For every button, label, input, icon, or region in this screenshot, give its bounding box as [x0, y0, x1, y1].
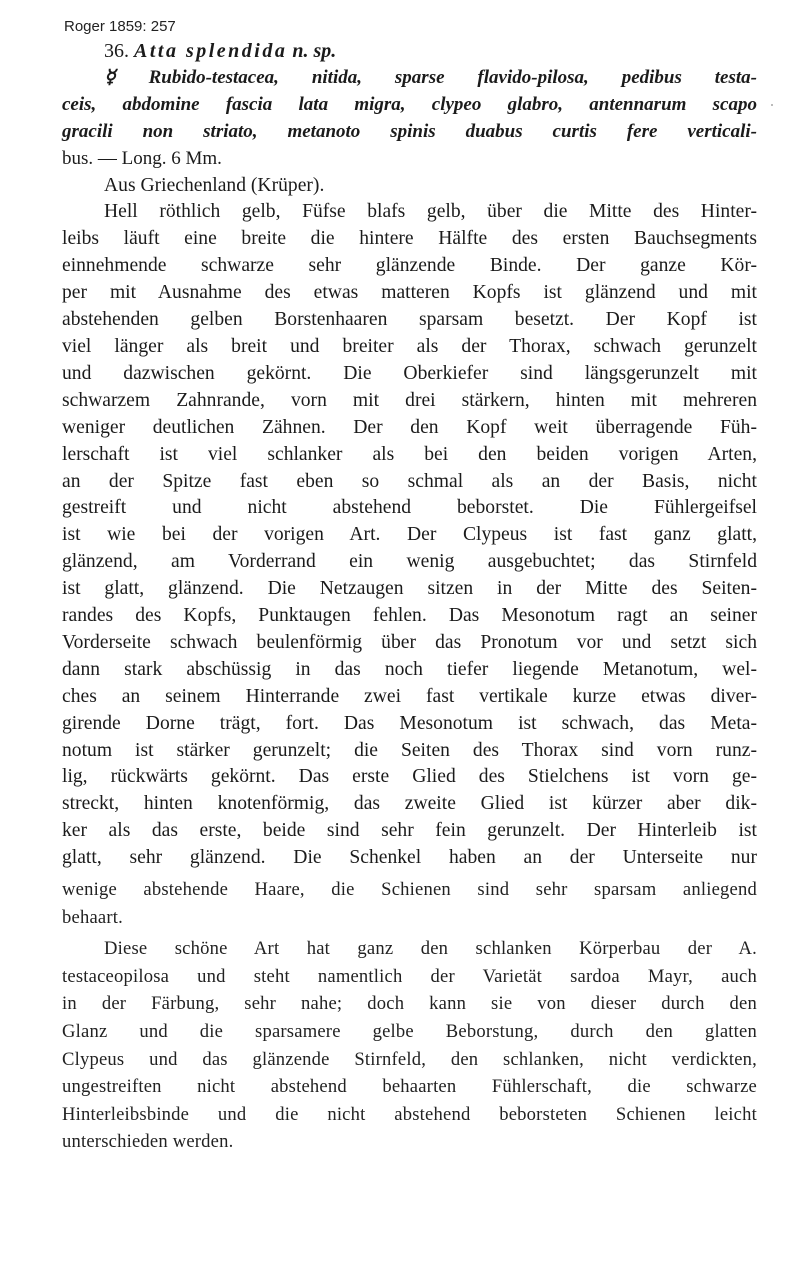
description-paragraph — [62, 199, 757, 872]
comparison-line: testaceopilosa und steht namentlich der Varietät sardoa Mayr, auch — [62, 965, 757, 987]
description-tail — [62, 876, 757, 931]
description-line: Hell röthlich gelb, Füfse blafs gelb, über die Mitte des Hinter- — [104, 201, 757, 223]
comparison-line: Clypeus und das glänzende Stirnfeld, den schlanken, nicht verdickten, — [62, 1048, 757, 1070]
comparison-line: ungestreiften nicht abstehend behaarten Fühlerschaft, die schwarze — [62, 1076, 757, 1098]
description-line: und dazwischen gekörnt. Die Oberkiefer sind längsgerunzelt mit — [62, 362, 757, 384]
description-line: glänzend, am Vorderrand ein wenig ausgebuchtet; das Stirnfeld — [62, 551, 757, 573]
description-line: per mit Ausnahme des etwas matteren Kopfs ist glänzend und mit — [62, 282, 757, 304]
latin-diagnosis — [62, 65, 757, 173]
description-line: notum ist stärker gerunzelt; die Seiten des Thorax sind vorn runz- — [62, 739, 757, 761]
description-line: an der Spitze fast eben so schmal als an der Basis, nicht — [62, 470, 757, 492]
description-line: weniger deutlichen Zähnen. Der den Kopf weit überragende Füh- — [62, 416, 757, 438]
diagnosis-line: ☿ Rubido-testacea, nitida, sparse flavido-pilosa, pedibus testa- — [104, 66, 757, 88]
comparison-line: unterschieden werden. — [62, 1131, 234, 1153]
description-line: lig, rückwärts gekörnt. Das erste Glied des Stielchens ist vorn ge- — [62, 766, 757, 788]
species-number: 36. — [104, 40, 129, 62]
description-line: behaart. — [62, 906, 123, 928]
description-line: girende Dorne trägt, fort. Das Mesonotum ist schwach, das Meta- — [62, 712, 757, 734]
source-citation: Roger 1859: 257 — [64, 18, 176, 35]
description-line: Vorderseite schwach beulenförmig über das Pronotum vor und setzt sich — [62, 631, 757, 653]
description-line: leibs läuft eine breite die hintere Hälfte des ersten Bauchsegments — [62, 228, 757, 250]
description-line: einnehmende schwarze sehr glänzende Binde. Der ganze Kör- — [62, 255, 757, 277]
diagnosis-line: ceis, abdomine fascia lata migra, clypeo glabro, antennarum scapo — [62, 93, 757, 115]
comparison-line: Hinterleibsbinde und die nicht abstehend beborsteten Schienen leicht — [62, 1103, 757, 1125]
description-line: abstehenden gelben Borstenhaaren sparsam besetzt. Der Kopf ist — [62, 309, 757, 331]
description-line: ker als das erste, beide sind sehr fein gerunzelt. Der Hinterleib ist — [62, 820, 757, 842]
diagnosis-line: gracili non striato, metanoto spinis duabus curtis fere verticali- — [62, 120, 757, 142]
description-line: ist glatt, glänzend. Die Netzaugen sitzen in der Mitte des Seiten- — [62, 578, 757, 600]
scan-speck — [771, 104, 773, 106]
description-line: lerschaft ist viel schlanker als bei den beiden vorigen Arten, — [62, 443, 757, 465]
diagnosis-line: bus. — Long. 6 Mm. — [62, 147, 222, 169]
species-article — [62, 38, 757, 1156]
description-line: glatt, sehr glänzend. Die Schenkel haben an der Unterseite nur — [62, 847, 757, 869]
description-line: schwarzem Zahnrande, vorn mit drei stärkern, hinten mit mehreren — [62, 389, 757, 411]
locality-line: Aus Griechenland (Krüper). — [104, 174, 325, 196]
description-line: ches an seinem Hinterrande zwei fast vertikale kurze etwas diver- — [62, 685, 757, 707]
comparison-line: Glanz und die sparsamere gelbe Beborstung, durch den glatten — [62, 1021, 757, 1043]
description-line: streckt, hinten knotenförmig, das zweite Glied ist kürzer aber dik- — [62, 793, 757, 815]
description-line: dann stark abschüssig in das noch tiefer liegende Metanotum, wel- — [62, 658, 757, 680]
description-line: wenige abstehende Haare, die Schienen sind sehr sparsam anliegend — [62, 879, 757, 901]
species-name: Atta splendida — [134, 40, 288, 62]
comparison-line: Diese schöne Art hat ganz den schlanken Körperbau der A. — [104, 938, 757, 960]
species-status: n. sp. — [292, 40, 337, 62]
description-line: viel länger als breit und breiter als der Thorax, schwach gerunzelt — [62, 335, 757, 357]
description-line: gestreift und nicht abstehend beborstet. Die Fühlergeifsel — [62, 497, 757, 519]
description-line: ist wie bei der vorigen Art. Der Clypeus ist fast ganz glatt, — [62, 524, 757, 546]
description-line: randes des Kopfs, Punktaugen fehlen. Das Mesonotum ragt an seiner — [62, 605, 757, 627]
comparison-paragraph — [62, 935, 757, 1156]
species-heading — [62, 38, 757, 65]
comparison-line: in der Färbung, sehr nahe; doch kann sie von dieser durch den — [62, 993, 757, 1015]
